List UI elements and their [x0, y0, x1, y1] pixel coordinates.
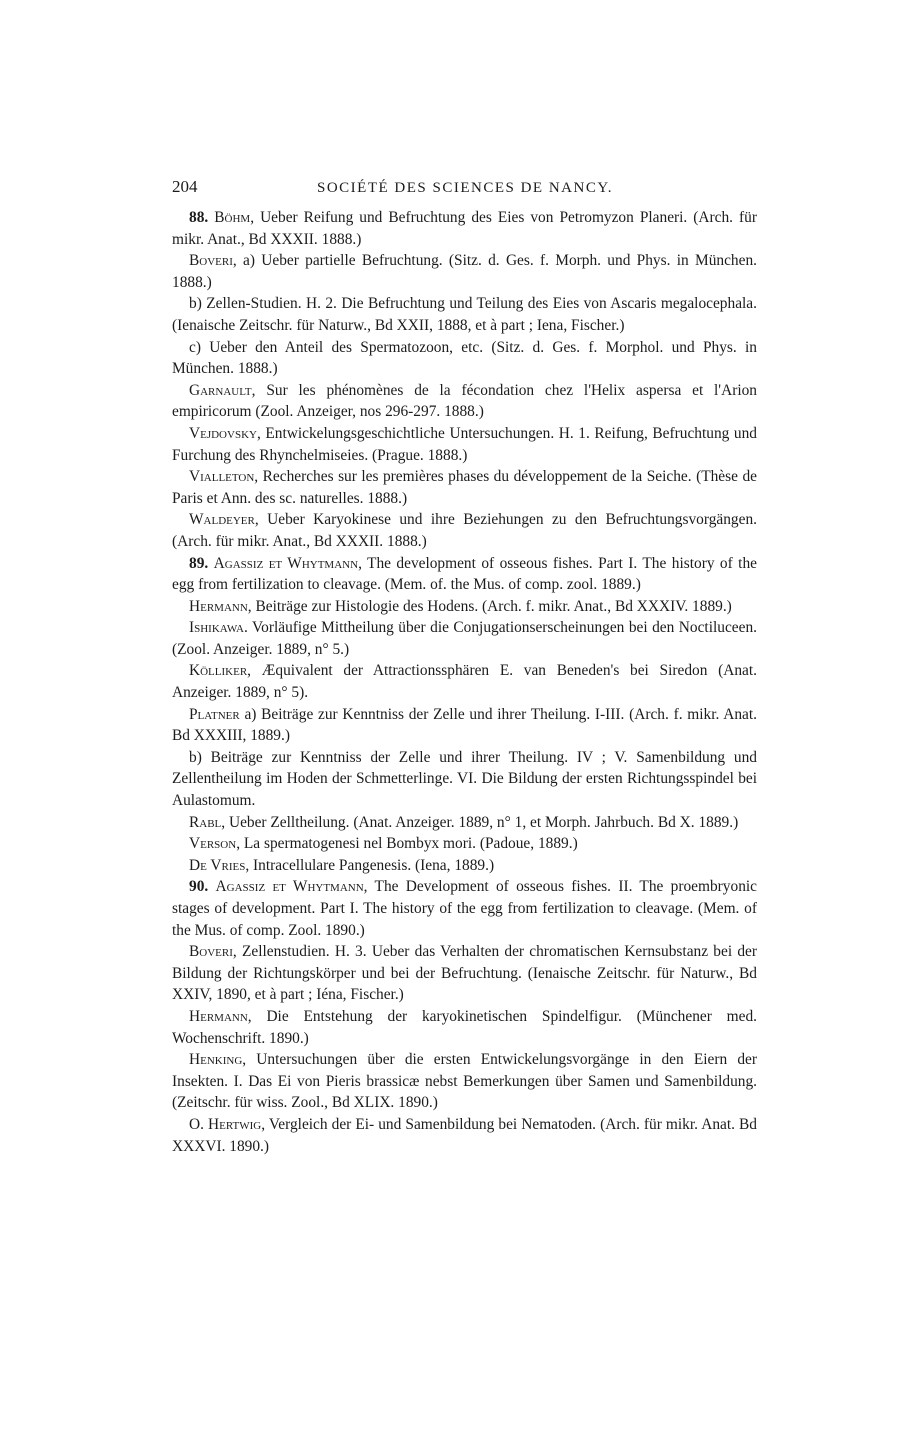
bibliography-entry: [172, 855, 757, 877]
bibliography-entry: [172, 812, 757, 834]
bibliography-entry: [172, 466, 757, 509]
entry-citation: , Entwickelungsgeschichtliche Untersuchungen. H. 1. Reifung, Befruchtung und Furchung des Rhynchelmiseies. (Prague. 1888.): [172, 424, 757, 464]
entry-citation: , Vergleich der Ei- und Samenbildung bei Nematoden. (Arch. für mikr. Anat. Bd XXXVI. 1890.): [172, 1115, 757, 1155]
entry-citation: , Ueber Reifung und Befruchtung des Eies von Petromyzon Planeri. (Arch. für mikr. Anat., Bd XXXII. 1888.): [172, 209, 757, 248]
bibliography-entry: [172, 941, 757, 1006]
page-number: 204: [172, 177, 198, 196]
document-page: [172, 176, 757, 1157]
bibliography-entry: [172, 704, 757, 747]
bibliography-entry: [172, 509, 757, 552]
entry-author: Verson: [189, 835, 237, 853]
entry-citation: , Untersuchungen über die ersten Entwickelungsvorgänge in den Eiern der Insekten. I. Das Ei von Pieris brassicæ nebst Bemerkungen über Samen und Samenbildung. (Zeitschr. für wiss. Zool., Bd XLIX. 1890.): [172, 1051, 757, 1112]
bibliography-entry: [172, 617, 757, 660]
entry-author: Henking: [189, 1051, 243, 1069]
bibliography-entry: [172, 660, 757, 703]
bibliography-entry: [172, 250, 757, 293]
running-title: SOCIÉTÉ DES SCIENCES DE NANCY.: [317, 180, 613, 196]
bibliography-entry: [172, 337, 757, 380]
bibliography-entry: [172, 1006, 757, 1049]
entry-citation: , Die Entstehung der karyokinetischen Spindelfigur. (Münchener med. Wochenschrift. 1890.): [172, 1007, 757, 1047]
entry-author: Rabl: [189, 813, 222, 831]
entry-author: Kölliker: [189, 662, 248, 680]
entry-citation: b) Beiträge zur Kenntniss der Zelle und ihrer Theilung. IV ; V. Samenbildung und Zellentheilung im Hoden der Schmetterlinge. VI. Die Bildung der ersten Richtungsspindel bei Aulastomum.: [172, 748, 757, 810]
entry-citation: , Ueber Karyokinese und ihre Beziehungen zu den Befruchtungsvorgängen. (Arch. für mikr. Anat., Bd XXXII. 1888.): [172, 511, 757, 550]
entry-author: Waldeyer: [189, 511, 255, 529]
entry-author: Hermann: [189, 1007, 248, 1025]
bibliography-entry: [172, 207, 757, 250]
bibliography-entry: [172, 596, 757, 618]
bibliography-entry: [172, 1114, 757, 1157]
entry-year-number: 89.: [189, 554, 214, 572]
entry-citation: c) Ueber den Anteil des Spermatozoon, etc. (Sitz. d. Ges. f. Morphol. und Phys. in München. 1888.): [172, 338, 757, 378]
entry-author: Boveri: [189, 943, 233, 961]
bibliography-entry: [172, 833, 757, 855]
entry-citation: , Æquivalent der Attractionssphären E. van Beneden's bei Siredon (Anat. Anzeiger. 1889, n° 5).: [172, 662, 757, 702]
entry-author: Boveri: [189, 252, 233, 270]
entry-citation: , Zellenstudien. H. 3. Ueber das Verhalten der chromatischen Kernsubstanz bei der Bildung der Richtungskörper und bei der Befruchtung. (Ienaische Zeitschr. für Naturw., Bd XXIV, 1890, et à part ; Iéna, Fischer.): [172, 943, 757, 1004]
entry-year-number: 90.: [189, 878, 216, 896]
page-header: [172, 176, 757, 202]
entry-citation: , Intracellulare Pangenesis. (Iena, 1889.): [245, 856, 495, 874]
entry-citation: b) Zellen-Studien. H. 2. Die Befruchtung und Teilung des Eies von Ascaris megalocephala. (Ienaische Zeitschr. für Naturw., Bd XXII, 1888, et à part ; Iena, Fischer.): [172, 295, 757, 334]
entry-year-number: 88.: [189, 209, 215, 226]
bibliography-entry: [172, 553, 757, 596]
entry-citation: , Sur les phénomènes de la fécondation chez l'Helix aspersa et l'Arion empiricorum (Zool. Anzeiger, nos 296-297. 1888.): [172, 381, 757, 421]
entry-author: Agassiz et Whytmann: [213, 554, 359, 572]
bibliography-entry: [172, 423, 757, 466]
entry-author: Garnault: [189, 381, 252, 399]
entry-author: Vialleton: [189, 468, 255, 486]
bibliography-entry: [172, 1049, 757, 1114]
bibliography-entry: [172, 747, 757, 812]
entry-author: De Vries: [189, 856, 246, 874]
entry-citation: , a) Ueber partielle Befruchtung. (Sitz. d. Ges. f. Morph. und Phys. in München. 1888.): [172, 252, 757, 291]
entry-citation: , Beiträge zur Histologie des Hodens. (Arch. f. mikr. Anat., Bd XXXIV. 1889.): [247, 597, 732, 615]
entry-citation: , La spermatogenesi nel Bombyx mori. (Padoue, 1889.): [236, 835, 578, 853]
entry-citation: , The Development of osseous fishes. II. The proembryonic stages of development. Part I. The history of the egg from fertilization to cleavage. (Mem. of the Mus. of comp. Zool. 1890.): [172, 878, 757, 939]
bibliography-entry: [172, 293, 757, 336]
entry-author: Hermann: [189, 597, 248, 615]
entry-author: Vejdovsky: [189, 424, 257, 442]
entry-citation: , Recherches sur les premières phases du développement de la Seiche. (Thèse de Paris et Ann. des sc. naturelles. 1888.): [172, 468, 757, 507]
entry-author: Agassiz et Whytmann: [215, 878, 364, 896]
bibliography-list: [172, 207, 757, 1157]
entry-citation: a) Beiträge zur Kenntniss der Zelle und ihrer Theilung. I-III. (Arch. f. mikr. Anat. Bd XXXIII, 1889.): [172, 705, 757, 745]
entry-author: Ishikawa: [189, 619, 244, 637]
entry-author: O. Hertwig: [189, 1115, 262, 1133]
entry-author: Böhm: [214, 209, 251, 226]
entry-citation: , The development of osseous fishes. Part I. The history of the egg from fertilization to cleavage. (Mem. of. the Mus. of comp. zool. 1889.): [172, 554, 757, 594]
entry-citation: . Vorläufige Mittheilung über die Conjugationserscheinungen bei den Noctiluceen. (Zool. Anzeiger. 1889, n° 5.): [172, 619, 757, 658]
entry-author: Platner: [189, 705, 240, 723]
bibliography-entry: [172, 876, 757, 941]
bibliography-entry: [172, 380, 757, 423]
entry-citation: , Ueber Zelltheilung. (Anat. Anzeiger. 1889, n° 1, et Morph. Jahrbuch. Bd X. 1889.): [221, 813, 739, 831]
